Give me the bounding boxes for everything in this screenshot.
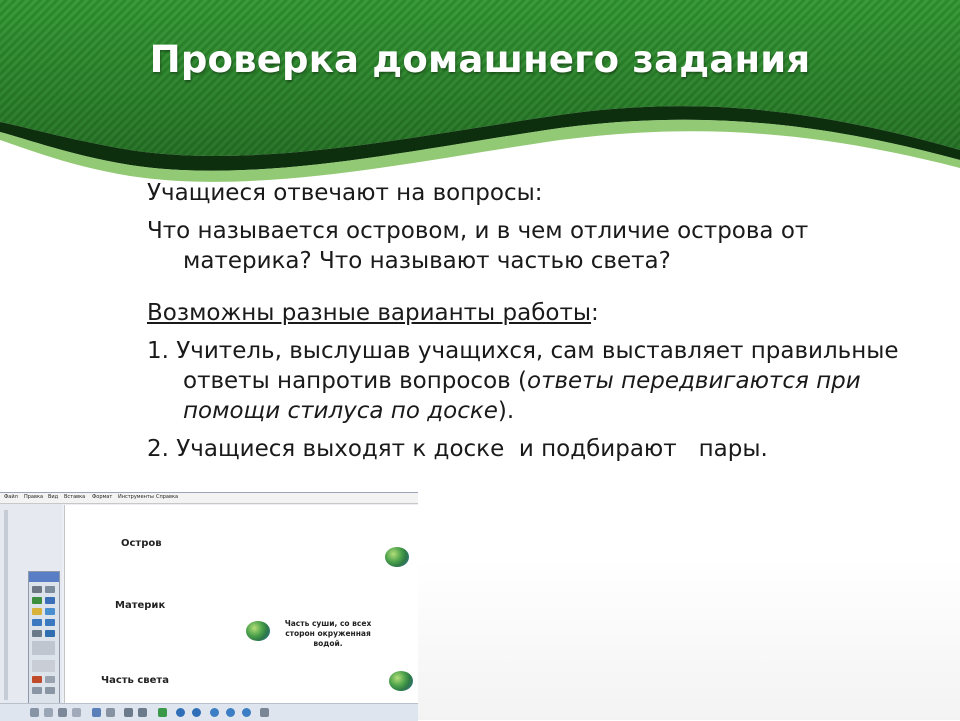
redo-icon[interactable] bbox=[45, 687, 55, 694]
variant-1-start: 1. Учитель, выслушав учащихся, сам выставляет правильные ответы напротив вопросов ( bbox=[147, 338, 899, 394]
tool-palette bbox=[28, 571, 60, 705]
redo-icon[interactable] bbox=[138, 708, 147, 717]
paragraph-variant-1 bbox=[147, 336, 907, 426]
zoom-icon[interactable] bbox=[45, 586, 55, 593]
variants-heading: Возможны разные варианты работы bbox=[147, 300, 592, 326]
select-arrow-icon[interactable] bbox=[32, 586, 42, 593]
gallery-icon[interactable] bbox=[44, 708, 53, 717]
slide-title: Проверка домашнего задания bbox=[149, 38, 811, 81]
menu-item[interactable]: Вид bbox=[48, 494, 59, 500]
globe-icon[interactable] bbox=[385, 547, 409, 567]
menu-item[interactable]: Справка bbox=[156, 494, 179, 500]
prev-page-icon[interactable] bbox=[176, 708, 185, 717]
smartboard-screenshot bbox=[0, 492, 418, 721]
definition-line: сторон окруженная bbox=[285, 629, 371, 638]
text-icon[interactable] bbox=[45, 597, 55, 604]
screen-icon[interactable] bbox=[260, 708, 269, 717]
eraser-icon[interactable] bbox=[32, 676, 42, 683]
clear-icon[interactable] bbox=[45, 676, 55, 683]
copy-icon[interactable] bbox=[92, 708, 101, 717]
zoom-out-icon[interactable] bbox=[226, 708, 235, 717]
paste-icon[interactable] bbox=[106, 708, 115, 717]
menu-item[interactable]: Файл bbox=[4, 494, 18, 500]
save-icon[interactable] bbox=[58, 708, 67, 717]
paragraph-intro: Учащиеся отвечают на вопросы: bbox=[147, 180, 543, 206]
line-style-swatch[interactable] bbox=[32, 660, 55, 672]
menu-item[interactable]: Правка bbox=[24, 494, 44, 500]
whiteboard-canvas[interactable] bbox=[64, 505, 418, 703]
globe-icon[interactable] bbox=[246, 621, 270, 641]
zoom-in-icon[interactable] bbox=[210, 708, 219, 717]
definition-line: Часть суши, со всех bbox=[284, 619, 372, 628]
rect-icon[interactable] bbox=[45, 619, 55, 626]
highlighter-icon[interactable] bbox=[32, 608, 42, 615]
undo-icon[interactable] bbox=[124, 708, 133, 717]
pen-icon[interactable] bbox=[32, 597, 42, 604]
next-page-icon[interactable] bbox=[192, 708, 201, 717]
paragraph-questions: Что называется островом, и в чем отличие острова от материка? Что называют частью света? bbox=[147, 218, 809, 274]
cut-icon[interactable] bbox=[72, 708, 81, 717]
variant-1-italic: ответы передвигаются при помощи стилуса по доске bbox=[183, 368, 861, 424]
slide-body bbox=[147, 178, 907, 472]
paragraph-variants bbox=[147, 298, 907, 328]
page-sorter-icon[interactable] bbox=[30, 708, 39, 717]
circle-icon[interactable] bbox=[32, 619, 42, 626]
menu-item[interactable]: Вставка bbox=[64, 494, 86, 500]
label-island[interactable]: Остров bbox=[121, 538, 162, 549]
fullscreen-icon[interactable] bbox=[242, 708, 251, 717]
menu-bar bbox=[0, 493, 418, 504]
menu-item[interactable]: Формат bbox=[92, 494, 113, 500]
header-banner bbox=[0, 0, 960, 200]
undo-icon[interactable] bbox=[32, 687, 42, 694]
line-icon[interactable] bbox=[32, 630, 42, 637]
label-part-of-world[interactable]: Часть света bbox=[101, 675, 169, 686]
label-mainland[interactable]: Материк bbox=[115, 600, 166, 611]
background-fade bbox=[418, 560, 960, 720]
variants-colon: : bbox=[591, 300, 599, 326]
tool-palette-header[interactable] bbox=[29, 572, 59, 582]
panel-scrollbar[interactable] bbox=[4, 510, 8, 700]
bottom-toolbar bbox=[0, 703, 418, 721]
variant-1-end: ). bbox=[497, 398, 515, 424]
delete-icon[interactable] bbox=[158, 708, 167, 717]
color-swatch[interactable] bbox=[32, 641, 55, 655]
fill-icon[interactable] bbox=[45, 630, 55, 637]
menu-item[interactable]: Инструменты bbox=[118, 494, 154, 500]
definition-line: водой. bbox=[313, 639, 343, 648]
shape-icon[interactable] bbox=[45, 608, 55, 615]
globe-icon[interactable] bbox=[389, 671, 413, 691]
definition-card[interactable] bbox=[275, 619, 381, 649]
paragraph-variant-2: 2. Учащиеся выходят к доске и подбирают пары. bbox=[147, 436, 768, 462]
